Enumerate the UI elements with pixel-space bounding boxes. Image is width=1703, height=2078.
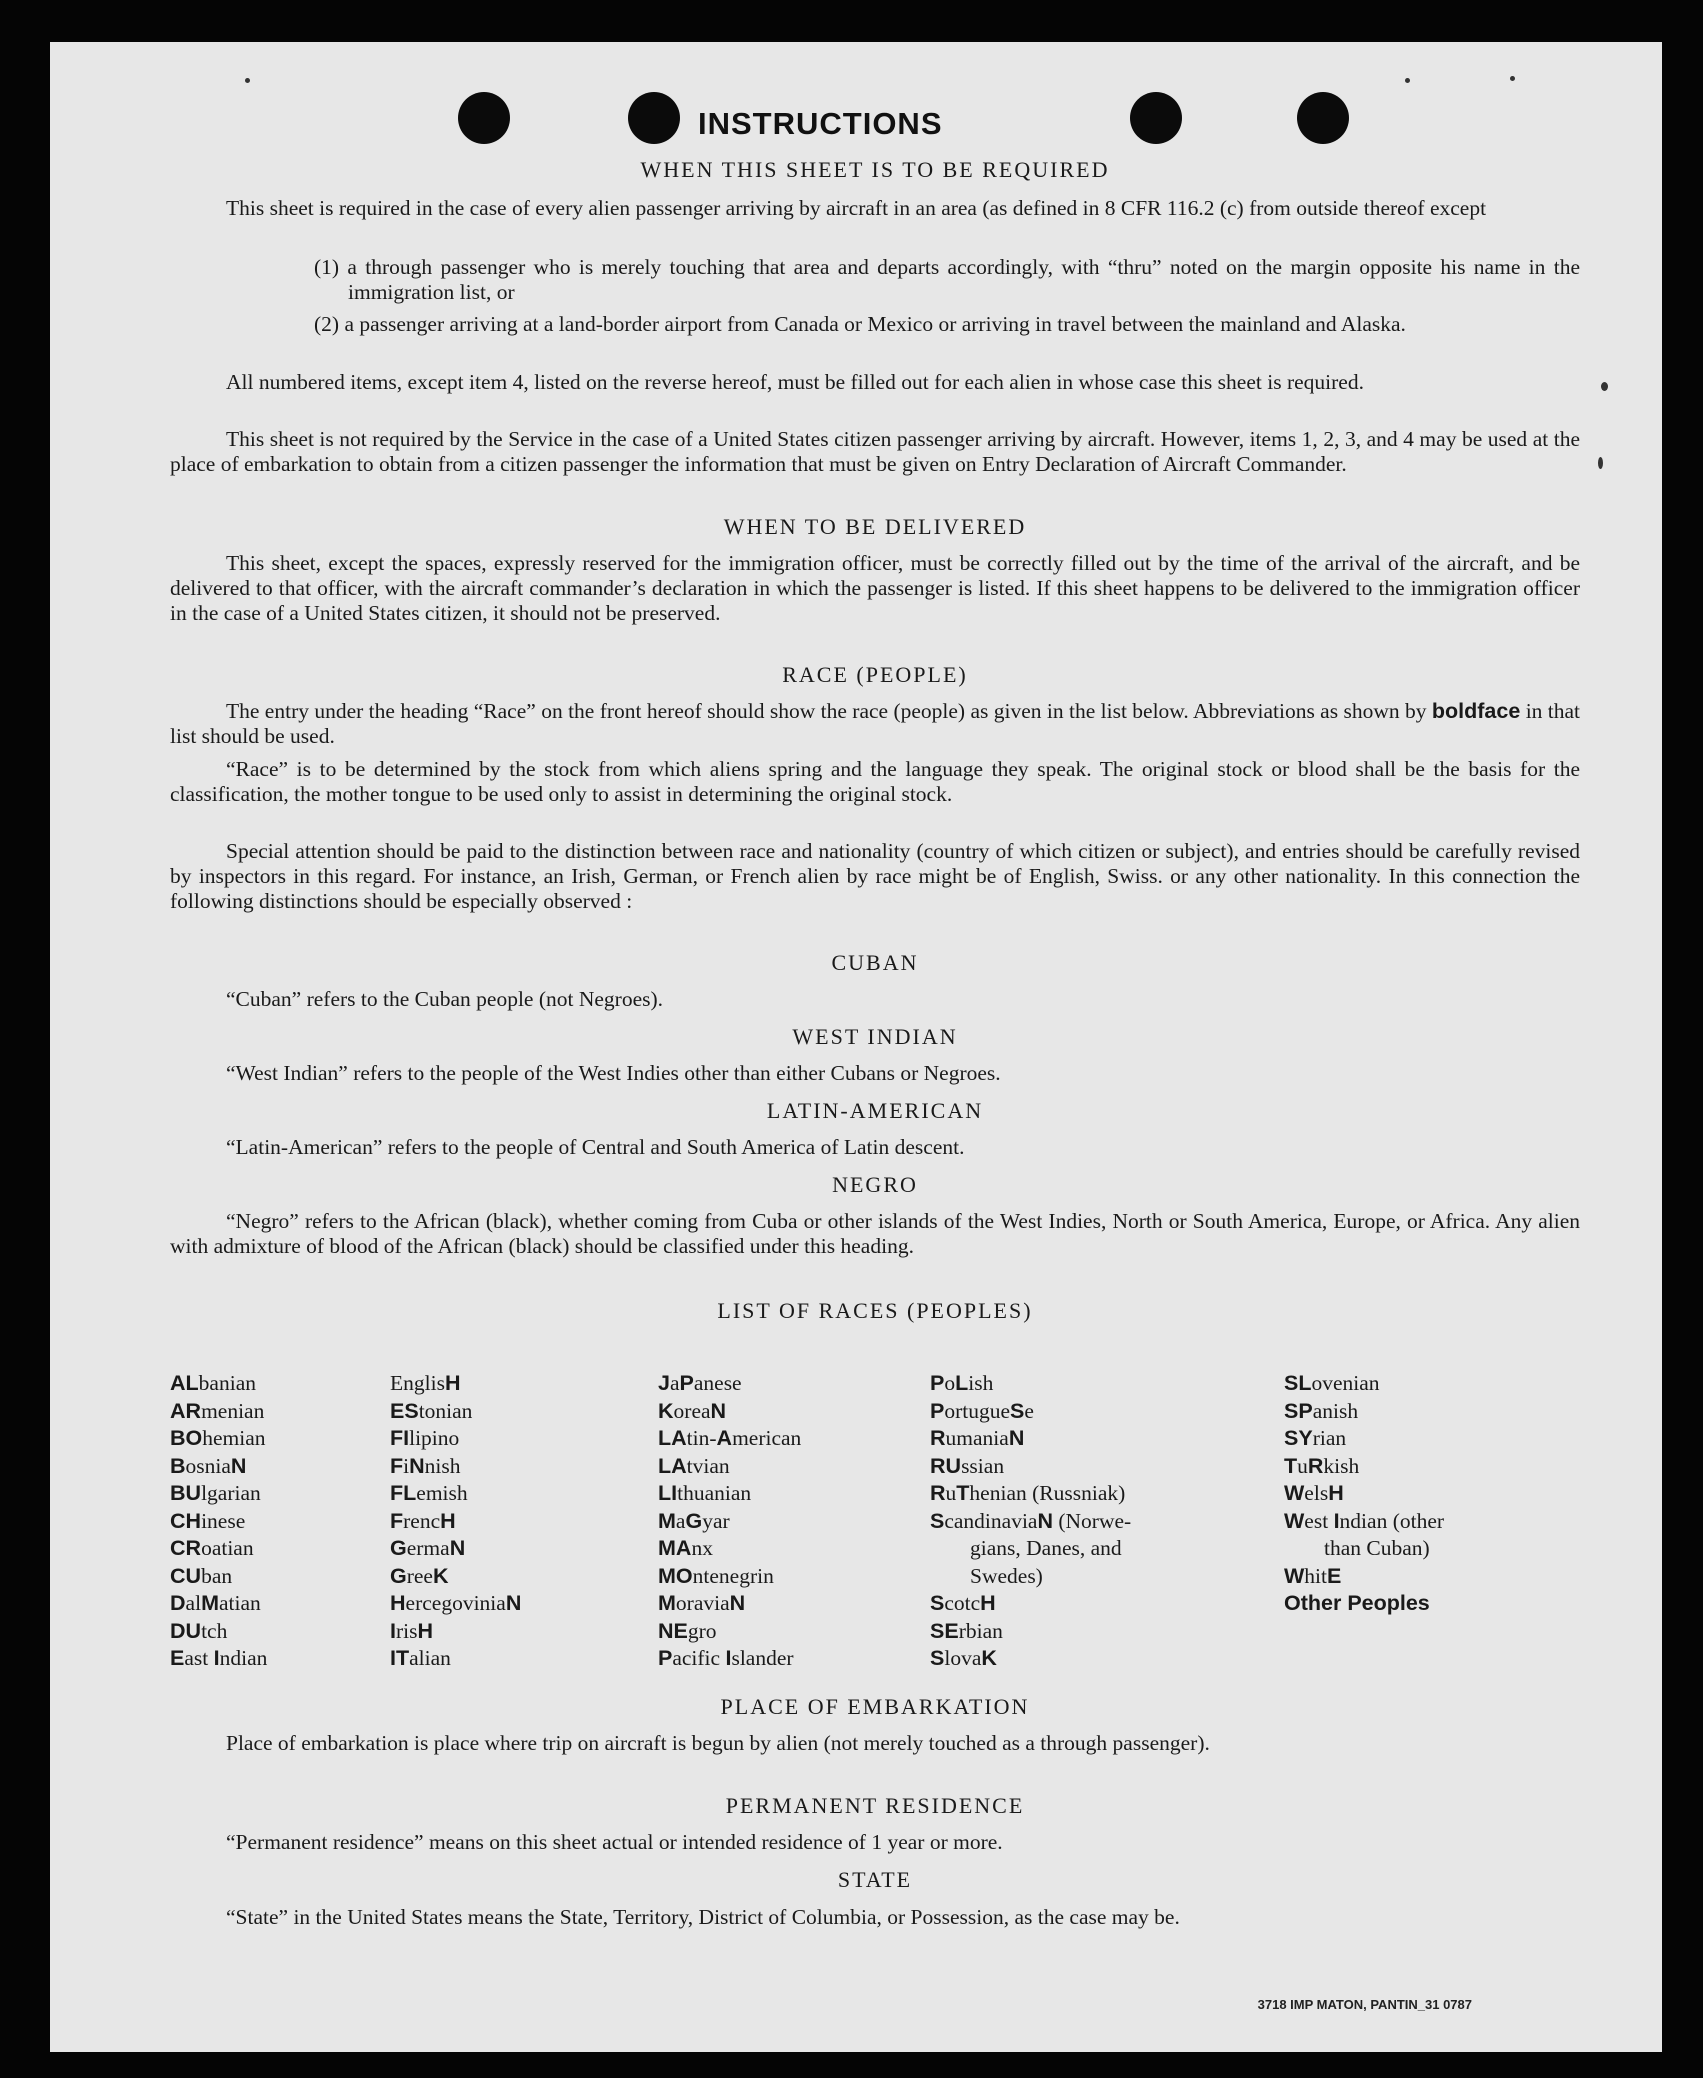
race-abbrev: W [1284,1508,1305,1533]
race-text: ban [201,1563,233,1588]
race-abbrev: H [390,1591,406,1615]
race-text: umania [945,1426,1009,1450]
race-text: tch [201,1618,228,1643]
race-abbrev: T [1284,1453,1298,1478]
punch-hole [458,92,510,144]
race-entry [658,1453,801,1481]
race-entry [390,1563,521,1591]
boldface-sample: boldface [1431,699,1521,723]
race-abbrev: BU [170,1481,202,1505]
paragraph-text: in that list should be used. [170,699,1581,748]
race-text: yar [702,1508,730,1533]
paragraph: “Latin-American” refers to the people of Central and South America of Latin descent. [226,1135,965,1159]
race-abbrev: R [1307,1453,1324,1478]
race-entry [170,1480,267,1508]
paragraph: This sheet is required in the case of every alien passenger arriving by aircraft in an area (as defined in 8 CFR 116.2 (c) from outside thereof except [226,196,1487,220]
race-abbrev: K [432,1563,449,1588]
race-entry [930,1563,1220,1591]
race-text: lgarian [201,1481,261,1505]
race-entry [170,1398,267,1426]
race-abbrev: H [1328,1481,1344,1505]
race-abbrev: SP [1284,1398,1313,1423]
race-entry [1284,1425,1580,1453]
race-abbrev: W [1284,1563,1305,1588]
paragraph [170,699,1580,749]
race-column [170,1370,267,1673]
paragraph: This sheet, except the spaces, expressly reserved for the immigration officer, must be correctly filled out by the time of the arrival of the aircraft, and be delivered to that officer, with the aircraft commander’s declaration in which the passenger is listed. If this sheet happens to be delivered to the immigration officer in the case of a United States citizen, it should not be preserved. [170,551,1580,625]
paragraph: “State” in the United States means the State, Territory, District of Columbia, or Possession, as the case may be. [226,1905,1180,1929]
race-abbrev: P [930,1371,945,1395]
race-abbrev: F [390,1508,404,1533]
race-text: gians, Danes, and [970,1536,1122,1560]
race-abbrev: I [1333,1508,1340,1533]
race-text: ortugue [944,1398,1011,1423]
race-abbrev: SY [1284,1426,1313,1450]
race-text: lova [944,1646,982,1670]
paragraph: “Race” is to be determined by the stock from which aliens spring and the language they speak. The original stock or blood shall be the basis for the classification, the mother tongue to be used only to assist in determining the original stock. [170,757,1580,806]
race-entry [170,1590,267,1618]
race-entry [658,1398,801,1426]
race-text: cotc [944,1591,981,1615]
race-abbrev: M [658,1591,676,1615]
race-abbrev: M [658,1508,676,1533]
section-heading: PERMANENT RESIDENCE [725,1793,1025,1818]
race-entry [930,1398,1220,1426]
paragraph: This sheet is not required by the Service in the case of a United States citizen passenger arriving by aircraft. However, items 1, 2, 3, and 4 may be used at the place of embarkation to obtain from a citizen passenger the information that must be given on Entry Declaration of Aircraft Commander. [170,427,1580,476]
race-entry [1284,1453,1580,1481]
page-title: INSTRUCTIONS [698,106,943,141]
race-entry [390,1618,521,1646]
race-entry [170,1535,267,1563]
race-text: hemian [202,1426,266,1450]
list-item: (2) a passenger arriving at a land-border airport from Canada or Mexico or arriving in travel between the mainland and Alaska. [314,312,1406,336]
race-abbrev: DU [170,1618,202,1643]
race-column [390,1370,521,1673]
race-abbrev: N [1037,1508,1053,1533]
race-abbrev: ES [390,1398,419,1423]
race-text: merican [732,1426,802,1450]
paragraph: Place of embarkation is place where trip on aircraft is begun by alien (not merely touched as a through passenger). [226,1731,1210,1755]
race-entry [658,1590,801,1618]
race-abbrev: F [390,1453,404,1478]
race-abbrev: H [444,1371,461,1395]
race-entry [390,1508,521,1536]
race-text: ast [184,1646,214,1670]
race-entry [930,1425,1220,1453]
speck [1510,76,1515,81]
race-text: (Norwe- [1053,1508,1132,1533]
race-abbrev: B [170,1453,186,1478]
race-abbrev: S [930,1508,945,1533]
race-text: menian [201,1398,265,1423]
race-text: slander [731,1646,794,1670]
race-abbrev: IT [390,1646,410,1670]
race-text: els [1304,1481,1329,1505]
race-abbrev: S [930,1646,945,1670]
race-entry [658,1535,801,1563]
race-text: a [675,1508,686,1533]
section-heading: STATE [837,1867,913,1892]
punch-hole [1130,92,1182,144]
race-abbrev: R [930,1481,946,1505]
race-entry [658,1645,801,1673]
race-abbrev: LI [658,1481,678,1505]
race-abbrev: N [449,1536,466,1560]
race-text: ris [395,1618,418,1643]
section-heading: RACE (PEOPLE) [782,662,968,687]
race-text: candinavia [944,1508,1038,1533]
race-text: tonian [418,1398,473,1423]
race-text: nx [691,1536,713,1560]
race-abbrev: M [201,1591,219,1615]
race-text: ish [968,1371,994,1395]
race-abbrev: G [390,1563,407,1588]
race-column [658,1370,801,1673]
section-heading: CUBAN [831,950,919,975]
section-heading: LIST OF RACES (PEOPLES) [717,1298,1033,1323]
race-entry [930,1618,1220,1646]
race-text: o [944,1371,956,1395]
race-text: Englis [390,1371,445,1395]
race-text: oatian [201,1536,254,1560]
race-entry [930,1535,1220,1563]
race-abbrev: G [685,1508,703,1533]
race-abbrev: BO [170,1426,203,1450]
race-text: ndian [219,1646,268,1670]
race-abbrev: I [390,1618,396,1643]
race-text: est [1304,1508,1334,1533]
paragraph: “West Indian” refers to the people of the West Indies other than either Cubans or Negroes. [226,1061,1001,1085]
race-abbrev: T [956,1481,970,1505]
race-text: Swedes) [970,1563,1043,1588]
race-abbrev: R [930,1426,946,1450]
race-entry [390,1398,521,1426]
section-heading: WHEN THIS SHEET IS TO BE REQUIRED [640,157,1110,182]
race-text: e [1024,1398,1034,1423]
race-text: lipino [409,1426,460,1450]
race-abbrev: CR [170,1536,202,1560]
race-entry [658,1425,801,1453]
race-entry [390,1535,521,1563]
race-entry [170,1453,267,1481]
race-abbrev: P [658,1646,673,1670]
race-abbrev: K [981,1646,997,1670]
speck [1405,78,1410,83]
race-text: than Cuban) [1324,1536,1430,1560]
race-abbrev: E [170,1646,185,1670]
race-abbrev: S [1010,1398,1025,1423]
race-abbrev: P [930,1398,945,1423]
race-entry [658,1563,801,1591]
race-text: i [403,1453,410,1478]
race-abbrev: I [213,1646,220,1670]
race-entry [930,1508,1220,1536]
race-entry [390,1453,521,1481]
race-text: tvian [686,1453,730,1478]
speck [245,78,250,83]
section-heading: PLACE OF EMBARKATION [720,1694,1030,1719]
race-abbrev: J [658,1371,670,1395]
race-entry [170,1425,267,1453]
race-entry [170,1370,267,1398]
race-text: ssian [961,1453,1005,1478]
race-abbrev: N [729,1591,746,1615]
race-abbrev: CU [170,1563,202,1588]
race-abbrev: FL [390,1481,417,1505]
race-text: inese [201,1508,246,1533]
race-abbrev: SL [1284,1371,1312,1395]
race-entry [1284,1398,1580,1426]
race-abbrev: P [679,1371,694,1395]
paragraph: “Negro” refers to the African (black), whether coming from Cuba or other islands of the West Indies, North or South America, Europe, or Africa. Any alien with admixture of blood of the African (black) should be classified under this heading. [170,1209,1580,1258]
race-entry [930,1453,1220,1481]
section-heading: LATIN-AMERICAN [766,1098,984,1123]
race-entry [1284,1590,1580,1618]
race-text: a [669,1371,680,1395]
race-abbrev: AR [170,1398,202,1423]
race-text: emish [416,1481,468,1505]
race-text: henian (Russniak) [969,1481,1126,1505]
race-abbrev: NE [658,1618,688,1643]
race-entry [658,1618,801,1646]
race-text: acific [672,1646,726,1670]
race-text: anese [693,1371,742,1395]
paragraph-text: The entry under the heading “Race” on the front hereof should show the race (people) as given in the list below. Abbreviations as shown by [226,699,1427,723]
race-abbrev: H [440,1508,456,1533]
paragraph: All numbered items, except item 4, listed on the reverse hereof, must be filled out for each alien in whose case this sheet is required. [226,370,1364,394]
race-text: oravia [675,1591,730,1615]
race-text: ndian (other [1339,1508,1445,1533]
race-entry [390,1370,521,1398]
paragraph: “Permanent residence” means on this sheet actual or intended residence of 1 year or more. [226,1830,1003,1854]
race-abbrev: CH [170,1508,202,1533]
race-text: anish [1312,1398,1359,1423]
race-entry [1284,1508,1580,1536]
race-abbrev: FI [390,1426,410,1450]
race-text: renc [403,1508,441,1533]
race-abbrev: AL [170,1371,199,1395]
race-text: tin- [686,1426,717,1450]
punch-hole [1297,92,1349,144]
race-text: orea [673,1398,711,1423]
race-text: alian [409,1646,451,1670]
race-text: al [185,1591,202,1615]
race-column [1284,1370,1580,1618]
race-entry [658,1508,801,1536]
race-entry [658,1370,801,1398]
race-abbrev: SE [930,1618,959,1643]
race-abbrev: G [390,1536,407,1560]
race-text: rbian [958,1618,1003,1643]
race-entry [930,1370,1220,1398]
race-entry [930,1645,1220,1673]
race-text: rian [1312,1426,1347,1450]
race-entry [1284,1480,1580,1508]
race-entry [390,1480,521,1508]
race-entry [170,1618,267,1646]
document-sheet [50,42,1662,2052]
race-abbrev: LA [658,1426,687,1450]
race-abbrev: MA [658,1536,692,1560]
race-abbrev: K [658,1398,674,1423]
speck [1601,382,1608,391]
race-text: erma [406,1536,450,1560]
section-heading: NEGRO [832,1172,918,1197]
race-abbrev: N [710,1398,727,1423]
race-text: ovenian [1311,1371,1380,1395]
race-text: kish [1323,1453,1360,1478]
race-abbrev: RU [930,1453,962,1478]
punch-hole [628,92,680,144]
race-text: u [1297,1453,1308,1478]
race-abbrev: N [1008,1426,1025,1450]
race-entry [390,1425,521,1453]
race-entry [170,1508,267,1536]
section-heading: WEST INDIAN [792,1024,958,1049]
race-text: u [945,1481,957,1505]
race-text: banian [198,1371,256,1395]
race-entry [390,1645,521,1673]
race-abbrev: S [930,1591,945,1615]
race-entry [170,1645,267,1673]
race-text: nish [424,1453,461,1478]
race-entry [170,1563,267,1591]
list-item: (1) a through passenger who is merely touching that area and departs accordingly, with “thru” noted on the margin opposite his name in the immigration list, or [314,255,1580,304]
race-text: osnia [185,1453,231,1478]
race-abbrev: H [980,1591,996,1615]
race-entry [1284,1563,1580,1591]
race-abbrev: N [505,1591,522,1615]
race-abbrev: E [1327,1563,1342,1588]
race-abbrev: W [1284,1481,1305,1505]
race-abbrev: A [716,1426,733,1450]
race-entry [1284,1535,1580,1563]
race-abbrev: Other Peoples [1284,1591,1430,1615]
race-text: hit [1304,1563,1327,1588]
paragraph: “Cuban” refers to the Cuban people (not Negroes). [226,987,664,1011]
speck [1598,457,1603,469]
race-entry [930,1590,1220,1618]
race-text: ree [406,1563,433,1588]
race-abbrev: LA [658,1453,687,1478]
race-entry [390,1590,521,1618]
race-text: gro [687,1618,717,1643]
paragraph: Special attention should be paid to the distinction between race and nationality (country of which citizen or subject), and entries should be carefully revised by inspectors in this regard. For instance, an Irish, German, or French alien by race might be of English, Swiss. or any other nationality. In this connection the following distinctions should be especially observed : [170,839,1580,913]
race-entry [658,1480,801,1508]
section-heading: WHEN TO BE DELIVERED [723,514,1027,539]
race-abbrev: H [417,1618,434,1643]
race-text: ntenegrin [692,1563,774,1588]
race-entry [930,1480,1220,1508]
print-code: 3718 IMP MATON, PANTIN_31 0787 [1257,1997,1472,2012]
race-abbrev: D [170,1591,186,1615]
race-abbrev: MO [658,1563,693,1588]
race-abbrev: I [725,1646,732,1670]
race-text: atian [218,1591,261,1615]
race-text: ercegovinia [405,1591,506,1615]
race-abbrev: L [955,1371,969,1395]
race-entry [1284,1370,1580,1398]
race-abbrev: N [409,1453,425,1478]
race-column [930,1370,1220,1673]
race-text: thuanian [677,1481,752,1505]
race-abbrev: N [230,1453,247,1478]
